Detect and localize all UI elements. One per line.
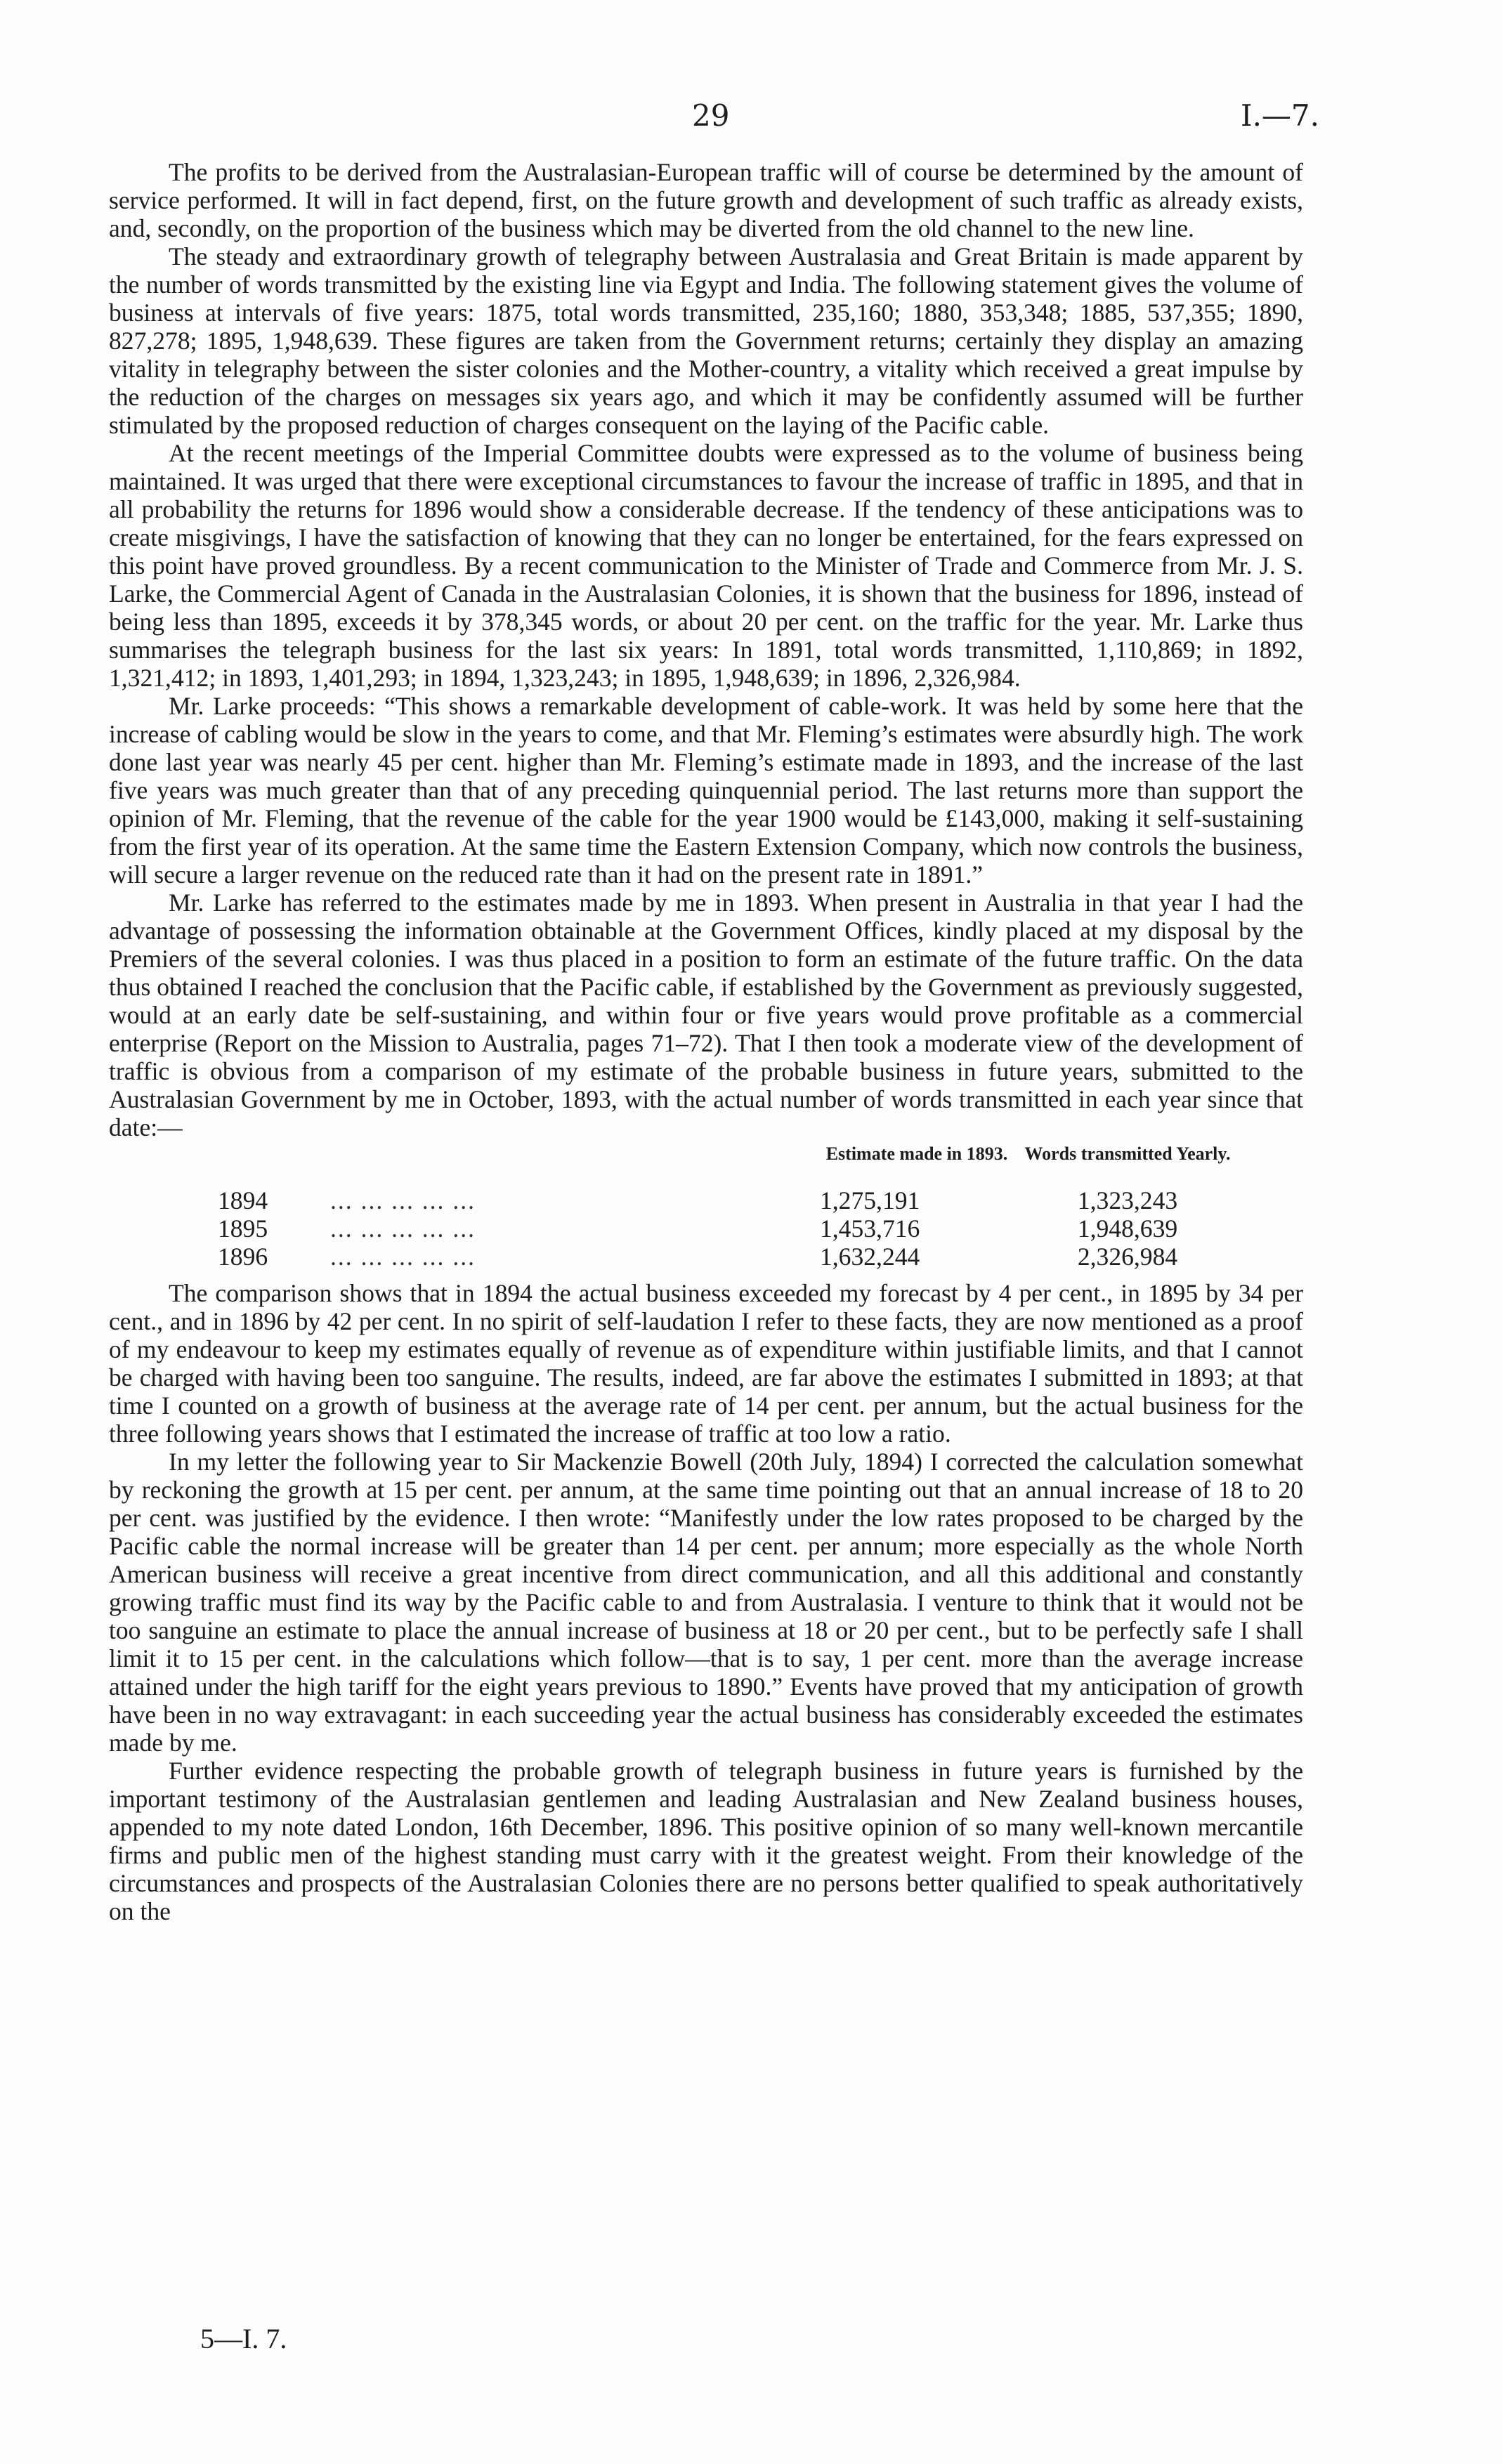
column-header-estimate: Estimate made in 1893. [825,1143,1008,1164]
table-row [109,1186,1303,1214]
paragraph: At the recent meetings of the Imperial Committee doubts were expressed as to the volume of business being maintained. It was urged that there were exceptional circumstances to favour the increase of traffic in 1895, and that in all probability the returns for 1896 would show a considerable decrease. If the tendency of these anticipations was to create misgivings, I have the satisfaction of knowing that they can no longer be entertained, for the fears expressed on this point have proved groundless. By a recent communication to the Minister of Trade and Commerce from Mr. J. S. Larke, the Commercial Agent of Canada in the Australasian Colonies, it is shown that the business for 1896, instead of being less than 1895, exceeds it by 378,345 words, or about 20 per cent. on the traffic for the year. Mr. Larke thus summarises the telegraph business for the last six years: In 1891, total words transmitted, 1,110,869; in 1892, 1,321,412; in 1893, 1,401,293; in 1894, 1,323,243; in 1895, 1,948,639; in 1896, 2,326,984. [109,439,1303,692]
document-reference: I.—7. [1240,98,1319,133]
actual-cell: 2,326,984 [1077,1243,1178,1271]
estimate-cell: 1,275,191 [820,1186,920,1214]
leader-dots: ... ... ... ... ... [330,1243,476,1271]
page-number: 29 [692,98,730,133]
actual-cell: 1,948,639 [1077,1214,1178,1243]
table-row [109,1243,1303,1271]
comparison-table [109,1144,1303,1271]
table-row [109,1214,1303,1243]
estimate-cell: 1,632,244 [820,1243,920,1271]
signature-mark: 5—I. 7. [200,2323,287,2354]
estimate-cell: 1,453,716 [820,1214,920,1243]
paragraph: The steady and extraordinary growth of telegraphy between Australasia and Great Britain is made apparent by the number of words transmitted by the existing line via Egypt and India. The following statement gives the volume of business at intervals of five years: 1875, total words transmitted, 235,160; 1880, 353,348; 1885, 537,355; 1890, 827,278; 1895, 1,948,639. These figures are taken from the Government returns; certainly they display an amazing vitality in telegraphy between the sister colonies and the Mother-country, a vitality which received a great impulse by the reduction of the charges on messages six years ago, and which it may be confidently assumed will be further stimulated by the proposed reduction of charges consequent on the laying of the Pacific cable. [109,242,1303,439]
body-text [109,158,1303,1925]
actual-cell: 1,323,243 [1077,1186,1178,1214]
page-header [0,98,1502,140]
table-header [109,1144,1303,1186]
year-cell: 1896 [218,1243,268,1271]
paragraph: The profits to be derived from the Australasian-European traffic will of course be determined by the amount of service performed. It will in fact depend, first, on the future growth and development of such traffic as already exists, and, secondly, on the proportion of the business which may be diverted from the old channel to the new line. [109,158,1303,242]
leader-dots: ... ... ... ... ... [330,1214,476,1243]
leader-dots: ... ... ... ... ... [330,1186,476,1214]
paragraph: The comparison shows that in 1894 the actual business exceeded my forecast by 4 per cent., in 1895 by 34 per cent., and in 1896 by 42 per cent. In no spirit of self-laudation I refer to these facts, they are now mentioned as a proof of my endeavour to keep my estimates equally of revenue as of expenditure within justifiable limits, and that I cannot be charged with having been too sanguine. The results, indeed, are far above the estimates I submitted in 1893; at that time I counted on a growth of business at the average rate of 14 per cent. per annum, but the actual business for the three following years shows that I estimated the increase of traffic at too low a ratio. [109,1279,1303,1448]
paragraph: Mr. Larke proceeds: “This shows a remarkable development of cable-work. It was held by some here that the increase of cabling would be slow in the years to come, and that Mr. Fleming’s estimates were absurdly high. The work done last year was nearly 45 per cent. higher than Mr. Fleming’s estimate made in 1893, and the increase of the last five years was much greater than that of any preceding quinquennial period. The last returns more than support the opinion of Mr. Fleming, that the revenue of the cable for the year 1900 would be £143,000, making it self-sustaining from the first year of its operation. At the same time the Eastern Extension Company, which now controls the business, will secure a larger revenue on the reduced rate than it had on the present rate in 1891.” [109,692,1303,889]
year-cell: 1895 [218,1214,268,1243]
paragraph: In my letter the following year to Sir Mackenzie Bowell (20th July, 1894) I corrected the calculation somewhat by reckoning the growth at 15 per cent. per annum, at the same time pointing out that an annual increase of 18 to 20 per cent. was justified by the evidence. I then wrote: “Manifestly under the low rates proposed to be charged by the Pacific cable the normal increase will be greater than 14 per cent. per annum; more especially as the whole North American business will receive a great incentive from direct communication, and all this additional and constantly growing traffic must find its way by the Pacific cable to and from Australasia. I venture to think that it would not be too sanguine an estimate to place the annual increase of business at 18 or 20 per cent., but to be perfectly safe I shall limit it to 15 per cent. in the calculations which follow—that is to say, 1 per cent. more than the average increase attained under the high tariff for the eight years previous to 1890.” Events have proved that my anticipation of growth have been in no way extravagant: in each succeeding year the actual business has considerably exceeded the estimates made by me. [109,1448,1303,1757]
column-header-words: Words transmitted Yearly. [1024,1143,1231,1164]
paragraph: Further evidence respecting the probable growth of telegraph business in future years is furnished by the important testimony of the Australasian gentlemen and leading Australasian and New Zealand business houses, appended to my note dated London, 16th December, 1896. This positive opinion of so many well-known mercantile firms and public men of the highest standing must carry with it the greatest weight. From their knowledge of the circumstances and prospects of the Australasian Colonies there are no persons better qualified to speak authoritatively on the [109,1757,1303,1925]
year-cell: 1894 [218,1186,268,1214]
paragraph: Mr. Larke has referred to the estimates made by me in 1893. When present in Australia in that year I had the advantage of possessing the information obtainable at the Government Offices, kindly placed at my disposal by the Premiers of the several colonies. I was thus placed in a position to form an estimate of the future traffic. On the data thus obtained I reached the conclusion that the Pacific cable, if established by the Government as previously suggested, would at an early date be self-sustaining, and within four or five years would prove profitable as a commercial enterprise (Report on the Mission to Australia, pages 71–72). That I then took a moderate view of the development of traffic is obvious from a comparison of my estimate of the probable business in future years, submitted to the Australasian Government by me in October, 1893, with the actual number of words transmitted in each year since that date:— [109,889,1303,1141]
